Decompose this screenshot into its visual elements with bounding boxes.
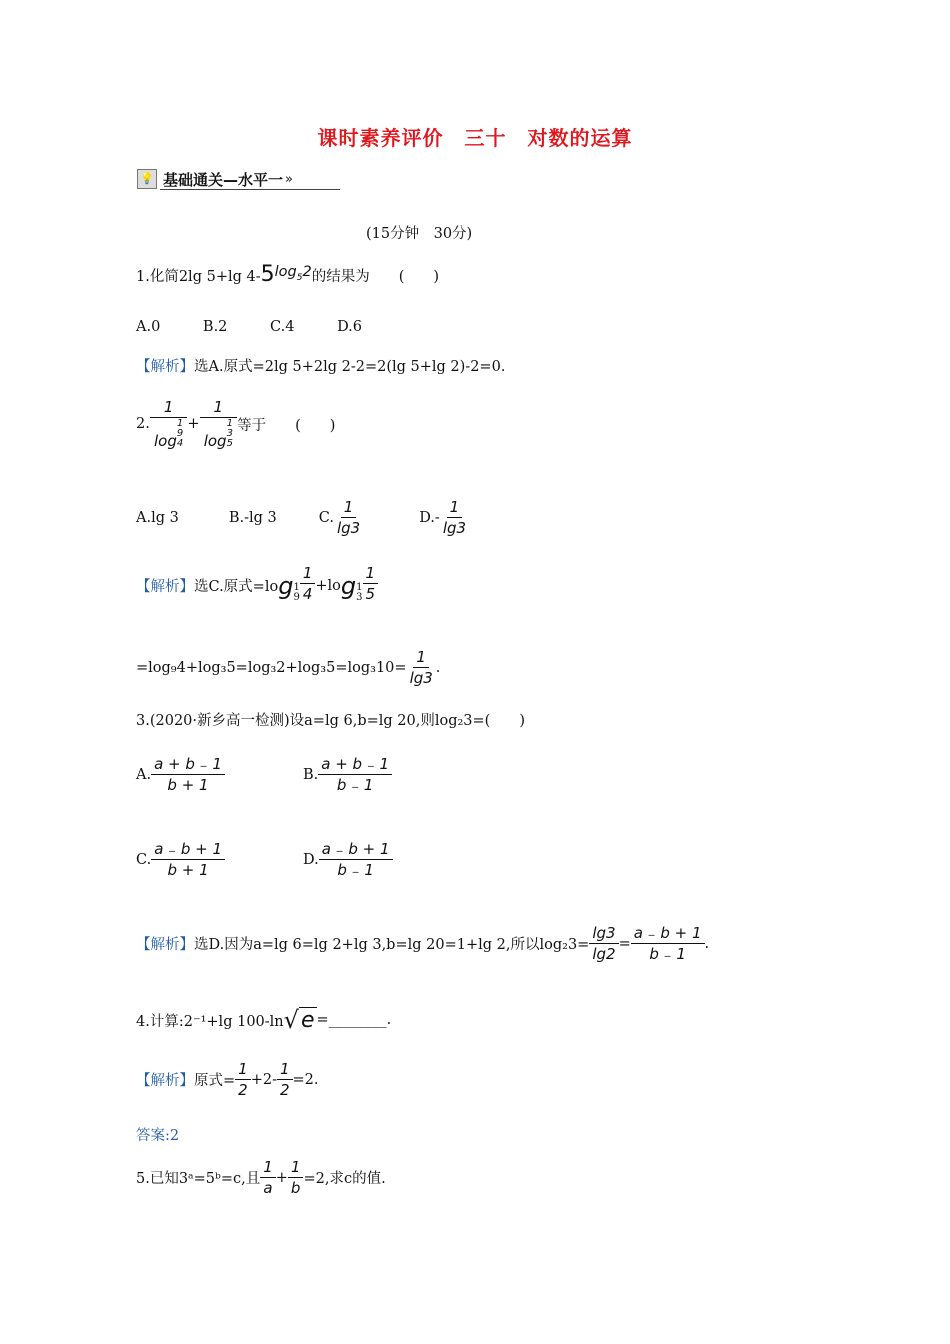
q2-option-b: B.-lg 3: [228, 509, 277, 526]
q1-option-a: A.0: [136, 319, 161, 335]
q1-option-c: C.4: [270, 319, 295, 335]
q2-analysis-text-1b: +lo: [315, 577, 341, 594]
q4-tail: =________.: [316, 1012, 392, 1028]
q2-num: 2.: [136, 416, 150, 432]
section-header: [137, 168, 293, 190]
question-3: 3.(2020·新乡高一检测)设a=lg 6,b=lg 20,则log₂3=( ): [136, 713, 525, 729]
q1-analysis: [136, 355, 505, 376]
q1-option-d: D.6: [337, 319, 363, 335]
analysis-tag: 【解析】: [136, 359, 194, 375]
q2-analysis-text-1: 选C.原式=lo: [194, 579, 279, 595]
q2-plus: +: [187, 416, 200, 432]
analysis-tag: 【解析】: [136, 1073, 194, 1089]
q2-analysis-line-2: =log₉4+log₃5=log₃2+log₃5=log₃10= $\frac{1}{\lg 3}$ .: [136, 648, 441, 687]
q2-options: [136, 498, 469, 537]
q1-suffix: 的结果为 ( ): [311, 269, 440, 285]
double-chevron-icon: »: [285, 171, 293, 187]
q2-analysis-fraction: $\frac{1}{\lg 3}$: [409, 648, 433, 687]
q3-option-d: D. $\frac{a _- b + 1}{b _- 1}$: [303, 840, 393, 879]
question-5: 5.已知3ᵃ=5ᵇ=c,且 $\frac{1}{a}$ + $\frac{1}{b}$ =2,求c的值.: [136, 1158, 386, 1197]
q2-option-d-fraction: $\frac{1}{\lg 3}$: [442, 498, 467, 537]
q1-base: 5: [260, 262, 275, 287]
q4-analysis: 【解析】 原式= $\frac{1}{2}$ +2- $\frac{1}{2}$ =2.: [136, 1060, 319, 1099]
q2-option-a: A.lg 3: [136, 509, 179, 526]
q1-exp-sub: 5: [296, 272, 303, 283]
section-underline: [160, 189, 340, 190]
q2-option-c: C.: [318, 509, 334, 526]
q3-analysis: 【解析】 选D.因为a=lg 6=lg 2+lg 3,b=lg 20=1+lg 2,所以log₂3= $\frac{\lg 3}{\lg 2}$ = $\frac{a _- b + 1}{b _- 1}$ .: [136, 924, 710, 963]
q1-option-b: B.2: [202, 319, 228, 335]
q2-analysis-text-2: =log₉4+log₃5=log₃2+log₃5=log₃10=: [136, 659, 407, 676]
q2-option-d: D.-: [419, 509, 440, 526]
q4-root: e: [300, 1008, 315, 1033]
analysis-tag: 【解析】: [136, 937, 194, 953]
q2-fraction-2: 1 log1 3 5: [200, 398, 238, 450]
question-4: 4.计算:2⁻¹+lg 100-ln √ e =________.: [136, 1006, 392, 1034]
q3-option-a: A. $\frac{a + b _- 1}{b + 1}$: [136, 755, 225, 794]
q1-options: [136, 319, 362, 335]
q3-analysis-text: 选D.因为a=lg 6=lg 2+lg 3,b=lg 20=1+lg 2,所以log₂3=: [194, 937, 590, 953]
time-info: (15分钟 30分): [366, 226, 473, 242]
analysis-tag: 【解析】: [136, 579, 194, 595]
q2-fraction-1: 1 log1 9 4: [150, 398, 188, 450]
question-2: [136, 398, 335, 450]
q3-option-b: B. $\frac{a + b _- 1}{b _- 1}$: [303, 755, 392, 794]
q2-option-c-fraction: $\frac{1}{\lg 3}$: [336, 498, 361, 537]
q2-analysis: 【解析】 选C.原式=lo g 1 9 $\frac{1}{4}$ +lo g 1 3 $\frac{1}{5}$: [136, 568, 378, 603]
q1-exp: log: [274, 264, 297, 280]
q3-option-c: C. $\frac{a _- b + 1}{b + 1}$: [136, 840, 225, 879]
q2-suffix: 等于 ( ): [237, 417, 336, 434]
q4-stem: 4.计算:2⁻¹+lg 100-ln: [136, 1013, 284, 1030]
section-label: 基础通关—水平一: [163, 170, 284, 189]
q1-prefix: 1.化简2lg 5+lg 4-: [136, 269, 261, 285]
q4-answer: 答案:2: [136, 1128, 180, 1144]
q1-exp-tail: 2: [302, 264, 312, 280]
question-1: [136, 262, 439, 288]
lightbulb-icon: 💡: [137, 169, 157, 189]
page-title: 课时素养评价 三十 对数的运算: [317, 126, 633, 150]
q1-analysis-text: 选A.原式=2lg 5+2lg 2-2=2(lg 5+lg 2)-2=0.: [194, 359, 506, 375]
